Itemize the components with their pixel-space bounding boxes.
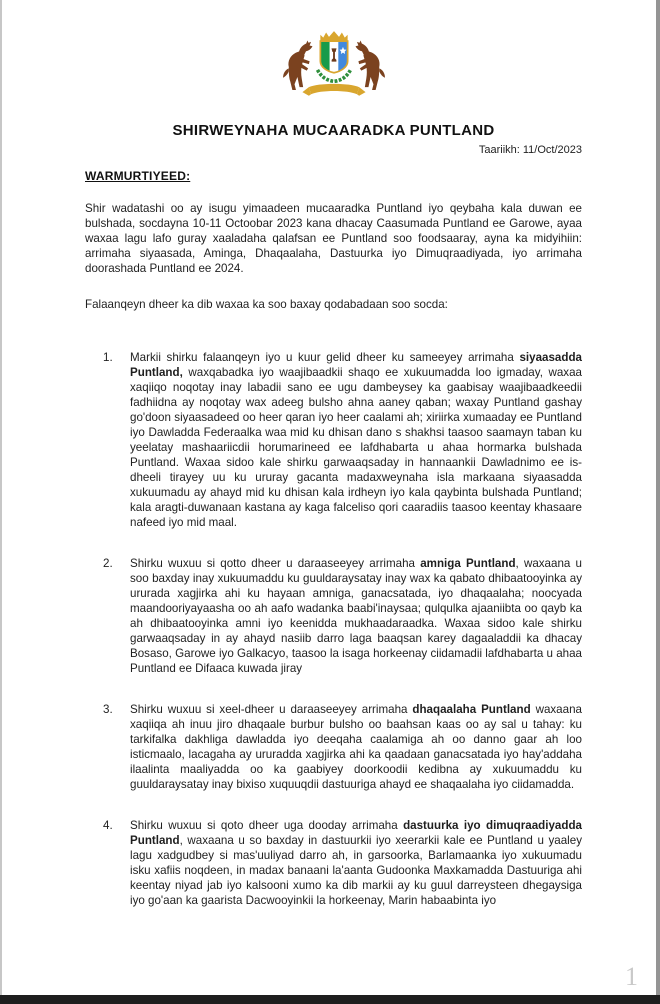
numbered-point [103, 350, 582, 530]
page-edge-bottom [0, 995, 660, 1004]
point-number: 4. [103, 819, 113, 832]
point-number: 3. [103, 703, 113, 716]
point-number: 1. [103, 351, 113, 364]
point-text: Markii shirku falaanqeyn iyo u kuur gelid dheer ku sameeyey arrimaha siyaasadda Puntland, waxqabadka iyo waajibaadkii shaqo ee xukuumadda loo igmaday, waxaa xaqiiqo noqotay inay labadii sano ee ugu dambeysey ka gaabisay waajibaadkeedii fadhiidna ay noqotay wax adeeg bulsho ahna aaney qaban; waxay Puntland gashay go'doon siyaasadeed oo heer qaran iyo heer caalami ah; xiriirka xumaaday ee Puntland iyo Dawladda Federaalka waa mid ku dhisan dano s shakhsi taasoo saamayn taban ku yeelatay mashaariicdii horumarineed ee lafdhabarta u ahaa hormarka bulshada Puntland. Waxaa sidoo kale shirku garwaaqsaday in hannaankii Dawladnimo ee is-dheeli tirayey uu ku ururay gacanta madaxweynaha isla markaana siyaasadda xukuumadu ay ahayd mid ku dhisan kala irdheyn iyo kala qaybinta bulshada Puntland; kala aragti-duwanaan kastana ay kaga falceliso qori caaradiis taasoo keentay khasaare nafeed iyo mid maal. [130, 351, 582, 529]
horse-right-icon [355, 40, 384, 90]
date-line: Taariikh: 11/Oct/2023 [478, 144, 582, 156]
numbered-point [103, 702, 582, 792]
numbered-point [103, 556, 582, 676]
section-heading: WARMURTIYEED: [85, 169, 191, 183]
point-text: Shirku wuxuu si xeel-dheer u daraaseeyey arrimaha dhaqaalaha Puntland waxaana xaqiiqa ah inuu jiro dhaqaale burbur bulsho oo baahsan kaas oo ay sal u tahay: ku tarkifalka dakhliga dawladda iyo deeqaha caalamiga ah oo danno gaar ah loo isticmaalo, lacagaha ay ururadda xagjirka ahi ka qaadaan ganacsatada iyo hay'addaha ilaalinta maaliyadda oo ka gaabiyey doorkoodii kedibna ay xukuumaddu ku guuldaraysatay inay bixiso xuquuqdii dastuuriga ahayd ee shaqaalaha iyo ciidamadda. [130, 703, 582, 791]
point-text: Shirku wuxuu si qoto dheer uga dooday arrimaha dastuurka iyo dimuqraadiyadda Puntland, waxaana u so baxday in dastuurkii iyo xeerarkii kale ee Puntland u yaaley lagu xadgudbey si mas'uuliyad darro ah, in garsoorka, Barlamaanka iyo xukuumadu isku xafiis noqdeen, in madax banaani la'aanta Gudoonka Maxkamadda Dastuuriga ahi keentay niyad jab iyo kalsooni xumo ka dib markii ay ku guul darreysteen dhegaysiga iyo go'aan ka gaarista Dacwooyinkii la horkeenay, Marin habaabinta iyo [130, 819, 582, 907]
point-text: Shirku wuxuu si qotto dheer u daraaseeyey arrimaha amniga Puntland, waxaana u soo baxday inay xukuumaddu ku guuldaraysatay inay wax ka qabato dhibaatooyinka ay ururada xagjirka ahi ku hayaan amniga, ganacsatada, iyo dhaqaalaha; noocyada maandooriyayaasha oo ah aafo wadanka baabi'inaysaa; qulqulka ajaaniibta oo qayb ka ah dhibaatooyinka amni iyo keenidda mukhaadaraadka. Waxaa sidoo kale shirku garwaaqsaday in ay ahayd nasiib darro laga baaqsan karey dagaaladdii ka dhacay Bosaso, Garowe iyo Galkacyo, taasoo la isaga horkeenay ciidamadii lafdhabarta u ahaa Puntland ee Difaaca kuwada jiray [130, 557, 582, 675]
numbered-point [103, 818, 582, 908]
lead-in-line: Falaanqeyn dheer ka dib waxaa ka soo baxay qodabadaan soo socda: [85, 298, 448, 311]
page-edge-left [0, 0, 2, 1004]
page-edge-right [656, 0, 660, 1004]
point-number: 2. [103, 557, 113, 570]
horse-left-icon [283, 40, 312, 90]
intro-paragraph: Shir wadatashi oo ay isugu yimaadeen mucaaradka Puntland iyo qeybaha kala duwan ee bulshada, socdayna 10-11 Octoobar 2023 kana dhacay Caasumada Puntland ee Garowe, ayaa waxaa lagu lafo guray xaaladaha qalafsan ee Puntland soo foodsaaray, ayna ka midyihiin: arrimaha siyaasada, Aminga, Dhaqaalaha, Dastuurka iyo Dimuqraadiyada, iyo arrimaha doorashada Puntland ee 2024. [85, 202, 582, 275]
ribbon-banner [308, 84, 358, 94]
points-list [85, 350, 582, 908]
document-content [85, 0, 582, 934]
page-title: SHIRWEYNAHA MUCAARADKA PUNTLAND [172, 122, 495, 139]
page-number: 1 [625, 962, 638, 991]
puntland-coat-of-arms-icon [273, 22, 395, 112]
emblem-container [85, 22, 582, 112]
crown-shape [320, 31, 347, 40]
